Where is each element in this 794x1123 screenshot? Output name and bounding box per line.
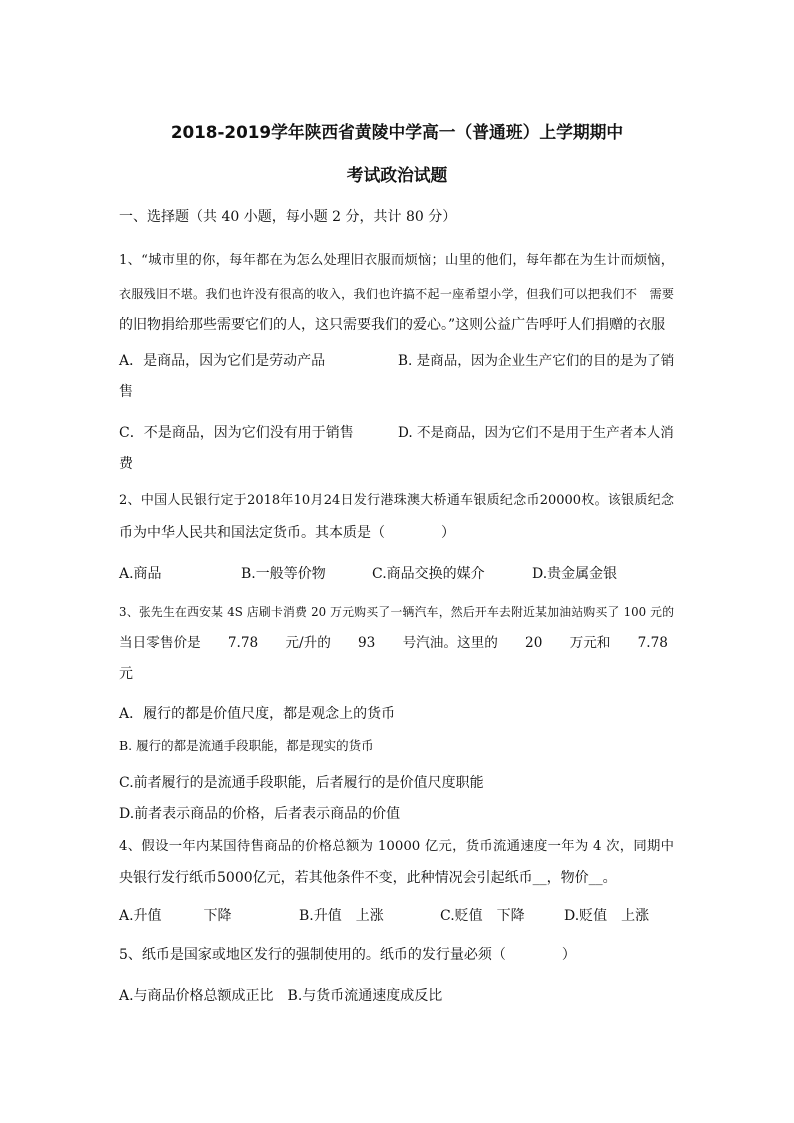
q1-option-a: A．是商品，因为它们是劳动产品 [119, 353, 326, 369]
q1-option-b: B. 是商品，因为企业生产它们的目的是为了销 [398, 353, 675, 369]
q2-stem-line-2: 币为中华人民共和国法定货币。其本质是（ ） [119, 525, 455, 541]
q3-stem-line-2: 当日零售价是 7.78 元/升的 93 号汽油。这里的 20 万元和 7.78 [119, 635, 668, 651]
q3-option-a: A．履行的都是价值尺度，都是观念上的货币 [119, 706, 396, 722]
q5-stem-line-1: 5、纸币是国家或地区发行的强制使用的。纸币的发行量必须（ ） [119, 947, 576, 963]
q3-option-b: B. 履行的都是流通手段职能，都是现实的货币 [119, 738, 374, 753]
q1-option-d: D. 不是商品，因为它们不是用于生产者本人消 [398, 425, 674, 441]
q4-stem-line-1: 4、假设一年内某国待售商品的价格总额为 10000 亿元，货币流通速度一年为 4 次，同期中 [119, 839, 674, 854]
q3-option-c: C.前者履行的是流通手段职能，后者履行的是价值尺度职能 [119, 775, 484, 791]
q1-stem-line-2: 衣服残旧不堪。我们也许没有很高的收入，我们也许搞不起一座希望小学，但我们可以把我们不 需要 [119, 287, 674, 301]
section-heading: 一、选择题（共 40 小题，每小题 2 分，共计 80 分） [119, 209, 457, 225]
q4-option-a: A.升值 下降 [119, 908, 232, 924]
q3-stem-line-3: 元 [119, 666, 133, 682]
q4-option-d: D.贬值 上涨 [564, 908, 650, 924]
q2-option-c: C.商品交换的媒介 [372, 566, 485, 582]
q2-option-a: A.商品 [119, 566, 162, 582]
q1-option-d-cont: 费 [119, 456, 133, 472]
document-title-line-1: 2018-2019学年陕西省黄陵中学高一（普通班）上学期期中 [170, 122, 624, 142]
q1-stem-line-1: 1、“城市里的你，每年都在为怎么处理旧衣服而烦恼；山里的他们，每年都在为生计而烦恼， [119, 253, 674, 268]
q4-stem-line-2: 央银行发行纸币5000亿元，若其他条件不变，此种情况会引起纸币__，物价__。 [119, 870, 617, 886]
q1-stem-line-3: 的旧物捐给那些需要它们的人，这只需要我们的爱心。”这则公益广告呼吁人们捐赠的衣服 [119, 317, 666, 333]
q1-option-c: C．不是商品，因为它们没有用于销售 [119, 425, 354, 441]
q1-option-b-cont: 售 [119, 384, 133, 400]
q5-options-ab: A.与商品价格总额成正比 B.与货币流通速度成反比 [119, 988, 443, 1004]
q2-stem-line-1: 2、中国人民银行定于2018年10月24日发行港珠澳大桥通车银质纪念币20000枚。该银质纪念 [119, 493, 674, 508]
q4-option-b: B.升值 上涨 [299, 908, 384, 924]
q2-option-b: B.一般等价物 [241, 566, 326, 582]
q3-stem-line-1: 3、张先生在西安某 4S 店刷卡消费 20 万元购买了一辆汽车，然后开车去附近某加油站购买了 100 元的 [119, 605, 674, 619]
document-title-line-2: 考试政治试题 [346, 165, 448, 185]
q4-option-c: C.贬值 下降 [440, 908, 525, 924]
q2-option-d: D.贵金属金银 [532, 566, 618, 582]
q3-option-d: D.前者表示商品的价格，后者表示商品的价值 [119, 806, 401, 822]
